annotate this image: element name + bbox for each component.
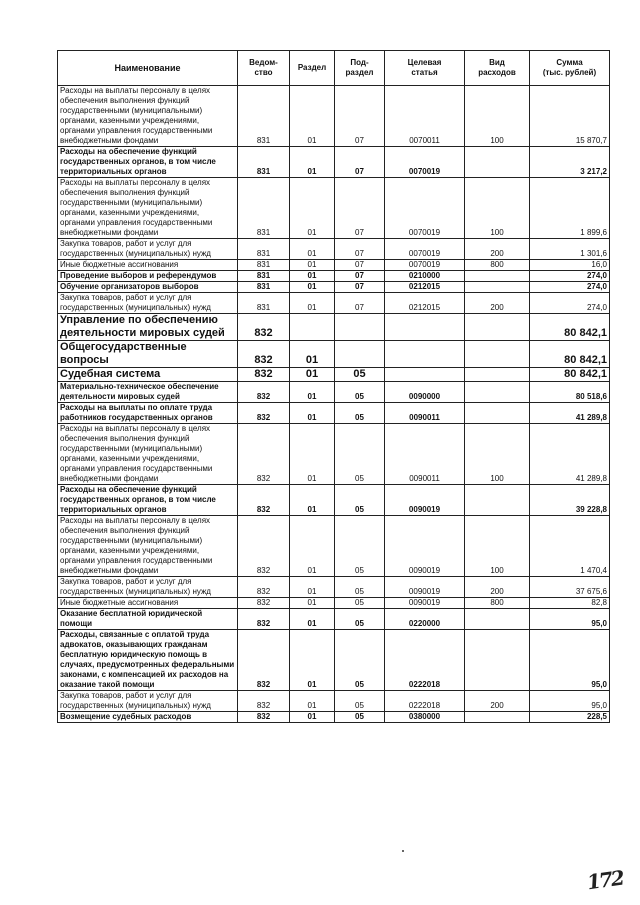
cell-type <box>465 341 530 368</box>
cell-subsection: 07 <box>335 147 385 178</box>
cell-subsection: 05 <box>335 691 385 712</box>
cell-section: 01 <box>290 382 335 403</box>
cell-type <box>465 271 530 282</box>
cell-target <box>385 368 465 382</box>
cell-subsection: 07 <box>335 260 385 271</box>
cell-sum: 1 899,6 <box>530 178 610 239</box>
cell-subsection: 05 <box>335 403 385 424</box>
cell-section: 01 <box>290 630 335 691</box>
cell-subsection: 05 <box>335 516 385 577</box>
cell-type <box>465 403 530 424</box>
cell-dept: 831 <box>238 147 290 178</box>
cell-subsection: 07 <box>335 282 385 293</box>
header-target: Целевая статья <box>385 51 465 86</box>
table-row <box>58 403 610 424</box>
cell-section: 01 <box>290 403 335 424</box>
table-row <box>58 341 610 368</box>
table-row <box>58 382 610 403</box>
cell-subsection: 07 <box>335 271 385 282</box>
cell-name: Закупка товаров, работ и услуг для государственных (муниципальных) нужд <box>58 293 238 314</box>
header-sum: Сумма (тыс. рублей) <box>530 51 610 86</box>
cell-type: 200 <box>465 293 530 314</box>
cell-dept: 831 <box>238 239 290 260</box>
cell-subsection: 05 <box>335 485 385 516</box>
cell-name: Расходы, связанные с оплатой труда адвокатов, оказывающих гражданам бесплатную юридическую помощь в случаях, предусмотренных федеральными законами, с компенсацией их расходов на оказание такой помощи <box>58 630 238 691</box>
cell-section: 01 <box>290 516 335 577</box>
table-row <box>58 577 610 598</box>
cell-dept: 832 <box>238 516 290 577</box>
cell-target <box>385 341 465 368</box>
cell-section <box>290 314 335 341</box>
cell-name: Иные бюджетные ассигнования <box>58 598 238 609</box>
cell-name: Расходы на выплаты персоналу в целях обеспечения выполнения функций государственными (муниципальными) органами, казенными учреждениями, органами управления государственными внебюджетными фондами <box>58 86 238 147</box>
table-row <box>58 86 610 147</box>
cell-name: Материально-техническое обеспечение деятельности мировых судей <box>58 382 238 403</box>
table-row <box>58 293 610 314</box>
cell-sum: 274,0 <box>530 271 610 282</box>
cell-sum: 41 289,8 <box>530 403 610 424</box>
cell-name: Обучение организаторов выборов <box>58 282 238 293</box>
table-row <box>58 368 610 382</box>
cell-target: 0210000 <box>385 271 465 282</box>
cell-section: 01 <box>290 609 335 630</box>
cell-type: 200 <box>465 239 530 260</box>
cell-sum: 274,0 <box>530 293 610 314</box>
cell-subsection: 07 <box>335 86 385 147</box>
cell-target: 0212015 <box>385 282 465 293</box>
cell-type <box>465 630 530 691</box>
cell-sum: 80 842,1 <box>530 368 610 382</box>
cell-type: 100 <box>465 86 530 147</box>
cell-subsection <box>335 314 385 341</box>
cell-name: Расходы на обеспечение функций государственных органов, в том числе территориальных органов <box>58 147 238 178</box>
cell-name: Возмещение судебных расходов <box>58 712 238 723</box>
cell-sum: 1 470,4 <box>530 516 610 577</box>
cell-name: Расходы на выплаты персоналу в целях обеспечения выполнения функций государственными (муниципальными) органами, казенными учреждениями, органами управления государственными внебюджетными фондами <box>58 178 238 239</box>
table-header-row <box>58 51 610 86</box>
cell-type: 800 <box>465 260 530 271</box>
cell-subsection: 05 <box>335 712 385 723</box>
cell-name: Расходы на выплаты по оплате труда работников государственных органов <box>58 403 238 424</box>
cell-target: 0090019 <box>385 598 465 609</box>
scan-speck <box>402 850 404 852</box>
cell-section: 01 <box>290 271 335 282</box>
cell-target: 0380000 <box>385 712 465 723</box>
cell-sum: 95,0 <box>530 691 610 712</box>
cell-sum: 37 675,6 <box>530 577 610 598</box>
cell-name: Оказание бесплатной юридической помощи <box>58 609 238 630</box>
header-dept: Ведом- ство <box>238 51 290 86</box>
cell-sum: 80 842,1 <box>530 314 610 341</box>
table-row <box>58 260 610 271</box>
table-row <box>58 178 610 239</box>
cell-name: Проведение выборов и референдумов <box>58 271 238 282</box>
cell-sum: 95,0 <box>530 609 610 630</box>
cell-target: 0070011 <box>385 86 465 147</box>
header-type: Вид расходов <box>465 51 530 86</box>
cell-subsection: 05 <box>335 368 385 382</box>
cell-dept: 831 <box>238 282 290 293</box>
table-row <box>58 147 610 178</box>
cell-dept: 832 <box>238 609 290 630</box>
cell-target: 0222018 <box>385 630 465 691</box>
cell-sum: 80 842,1 <box>530 341 610 368</box>
cell-dept: 832 <box>238 403 290 424</box>
table-row <box>58 630 610 691</box>
cell-dept: 832 <box>238 314 290 341</box>
cell-name: Общегосударственные вопросы <box>58 341 238 368</box>
table-row <box>58 314 610 341</box>
table-row <box>58 239 610 260</box>
table-row <box>58 712 610 723</box>
cell-type <box>465 382 530 403</box>
cell-type <box>465 609 530 630</box>
cell-type: 100 <box>465 516 530 577</box>
cell-sum: 39 228,8 <box>530 485 610 516</box>
cell-section: 01 <box>290 598 335 609</box>
cell-target: 0090011 <box>385 403 465 424</box>
cell-type <box>465 282 530 293</box>
cell-dept: 832 <box>238 577 290 598</box>
cell-target: 0222018 <box>385 691 465 712</box>
cell-section: 01 <box>290 239 335 260</box>
cell-subsection: 05 <box>335 577 385 598</box>
cell-subsection: 07 <box>335 239 385 260</box>
cell-sum: 274,0 <box>530 282 610 293</box>
cell-subsection: 07 <box>335 178 385 239</box>
cell-sum: 80 518,6 <box>530 382 610 403</box>
cell-dept: 831 <box>238 86 290 147</box>
cell-target: 0070019 <box>385 239 465 260</box>
cell-section: 01 <box>290 260 335 271</box>
cell-name: Судебная система <box>58 368 238 382</box>
cell-target <box>385 314 465 341</box>
table-row <box>58 598 610 609</box>
cell-name: Расходы на обеспечение функций государственных органов, в том числе территориальных органов <box>58 485 238 516</box>
cell-sum: 3 217,2 <box>530 147 610 178</box>
cell-name: Расходы на выплаты персоналу в целях обеспечения выполнения функций государственными (муниципальными) органами, казенными учреждениями, органами управления государственными внебюджетными фондами <box>58 516 238 577</box>
cell-target: 0070019 <box>385 178 465 239</box>
cell-type <box>465 368 530 382</box>
cell-name: Закупка товаров, работ и услуг для государственных (муниципальных) нужд <box>58 239 238 260</box>
budget-table <box>57 50 610 723</box>
cell-target: 0212015 <box>385 293 465 314</box>
cell-dept: 832 <box>238 691 290 712</box>
table-row <box>58 485 610 516</box>
cell-subsection: 07 <box>335 293 385 314</box>
cell-type: 200 <box>465 577 530 598</box>
cell-dept: 832 <box>238 382 290 403</box>
cell-name: Иные бюджетные ассигнования <box>58 260 238 271</box>
cell-section: 01 <box>290 691 335 712</box>
cell-section: 01 <box>290 368 335 382</box>
cell-section: 01 <box>290 293 335 314</box>
cell-dept: 832 <box>238 368 290 382</box>
cell-name: Расходы на выплаты персоналу в целях обеспечения выполнения функций государственными (муниципальными) органами, казенными учреждениями, органами управления государственными внебюджетными фондами <box>58 424 238 485</box>
table-row <box>58 271 610 282</box>
cell-target: 0070019 <box>385 147 465 178</box>
cell-dept: 832 <box>238 341 290 368</box>
cell-target: 0090019 <box>385 577 465 598</box>
cell-name: Закупка товаров, работ и услуг для государственных (муниципальных) нужд <box>58 577 238 598</box>
table-row <box>58 516 610 577</box>
cell-section: 01 <box>290 147 335 178</box>
cell-sum: 1 301,6 <box>530 239 610 260</box>
cell-dept: 832 <box>238 485 290 516</box>
cell-sum: 15 870,7 <box>530 86 610 147</box>
cell-type: 800 <box>465 598 530 609</box>
cell-name: Закупка товаров, работ и услуг для государственных (муниципальных) нужд <box>58 691 238 712</box>
cell-section: 01 <box>290 577 335 598</box>
cell-dept: 831 <box>238 271 290 282</box>
cell-type <box>465 147 530 178</box>
cell-type <box>465 485 530 516</box>
cell-type: 200 <box>465 691 530 712</box>
cell-section: 01 <box>290 712 335 723</box>
table-row <box>58 282 610 293</box>
cell-type: 100 <box>465 424 530 485</box>
header-subsection: Под- раздел <box>335 51 385 86</box>
cell-type <box>465 712 530 723</box>
cell-subsection: 05 <box>335 382 385 403</box>
cell-target: 0090019 <box>385 516 465 577</box>
cell-dept: 832 <box>238 630 290 691</box>
cell-section: 01 <box>290 341 335 368</box>
cell-dept: 832 <box>238 424 290 485</box>
cell-dept: 831 <box>238 293 290 314</box>
cell-subsection: 05 <box>335 609 385 630</box>
cell-section: 01 <box>290 485 335 516</box>
cell-target: 0090011 <box>385 424 465 485</box>
cell-dept: 831 <box>238 178 290 239</box>
cell-sum: 228,5 <box>530 712 610 723</box>
cell-section: 01 <box>290 86 335 147</box>
cell-sum: 82,8 <box>530 598 610 609</box>
cell-target: 0070019 <box>385 260 465 271</box>
cell-section: 01 <box>290 282 335 293</box>
cell-sum: 16,0 <box>530 260 610 271</box>
header-section: Раздел <box>290 51 335 86</box>
cell-dept: 831 <box>238 260 290 271</box>
cell-type <box>465 314 530 341</box>
cell-type: 100 <box>465 178 530 239</box>
table-row <box>58 424 610 485</box>
cell-subsection <box>335 341 385 368</box>
table-row <box>58 609 610 630</box>
cell-subsection: 05 <box>335 630 385 691</box>
header-name: Наименование <box>58 51 238 86</box>
cell-sum: 41 289,8 <box>530 424 610 485</box>
cell-sum: 95,0 <box>530 630 610 691</box>
cell-dept: 832 <box>238 598 290 609</box>
cell-section: 01 <box>290 178 335 239</box>
cell-target: 0090019 <box>385 485 465 516</box>
cell-section: 01 <box>290 424 335 485</box>
cell-subsection: 05 <box>335 424 385 485</box>
cell-dept: 832 <box>238 712 290 723</box>
page-number: 172 <box>585 865 625 895</box>
cell-subsection: 05 <box>335 598 385 609</box>
cell-target: 0220000 <box>385 609 465 630</box>
cell-target: 0090000 <box>385 382 465 403</box>
table-row <box>58 691 610 712</box>
cell-name: Управление по обеспечению деятельности мировых судей <box>58 314 238 341</box>
